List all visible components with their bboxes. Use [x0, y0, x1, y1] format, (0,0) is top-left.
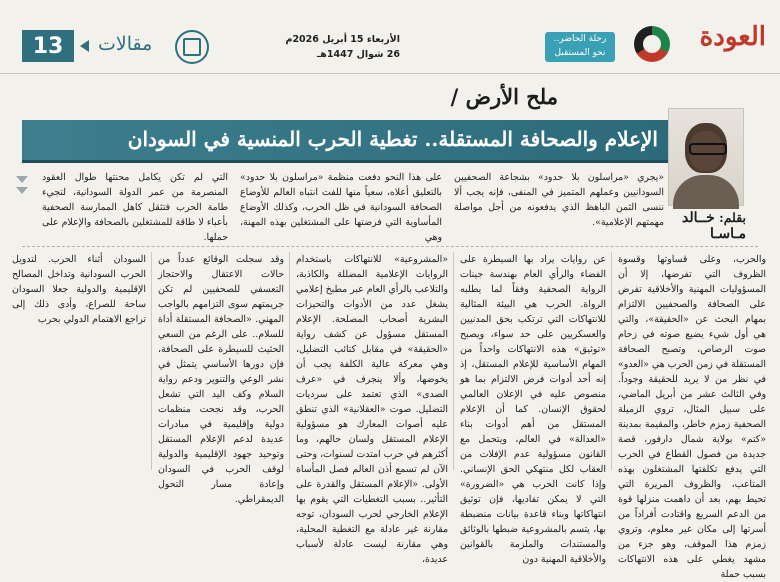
date-gregorian: الأربعاء 15 أبريل 2026م: [285, 34, 400, 45]
column-rule: [453, 252, 454, 470]
lead-text-2: على هذا النحو دفعت منظمة «مراسلون بلا حدود» بالتعليق أعلاه، سعياً منها للفت انتباه العالم للأوضاع الصحافة السودانية في ظل الحرب، وكذلك الأوضاع المأساوية التي فرضتها على المشتغلين بهذه المهنة، وهي: [240, 172, 442, 243]
issue-date: [250, 32, 400, 62]
emblem-icon: [634, 26, 670, 62]
body-column-1: [618, 252, 766, 580]
lead-paragraph-1: [454, 170, 664, 240]
article-kicker: ملح الأرض /: [450, 84, 558, 109]
byline-prefix: بقلم:: [719, 210, 746, 225]
page-header: [0, 0, 780, 74]
author-photo: [668, 108, 744, 206]
lead-text-3: التي لم تكن يكامل محنتها طوال العقود المنصرمة من عمر الدولة السودانية، لتجيء طامة الحرب فتثقل كاهل الممارسة الصحفية بأعباء لا طاقة للمشتغلين بالصحافة والإعلام على حملها.: [42, 172, 228, 243]
headline-underline: [22, 160, 672, 163]
body-column-4: [158, 252, 284, 505]
body-text-4: وقد سجلت الوقائع عدداً من حالات الاعتقال والاحتجاز التعسفي للصحفيين لم تكن جريمتهم سوى التزامهم بالواجب المهني. «الصحافة المستقلة أداة للسلام.. على الرغم من السعي الحثيث للسيطرة على الصحافة، فإن دورها الأساسي يتمثل في نشر الوعي والتنوير ودعم رواية السلام وكف اليد التي تشعل الحرب، وقد نجحت منظمات دولية وإقليمية في مبادرات عديدة لدعم الإعلام المستقل وتوحيد جهود الإقليمية والدولية لوقف الحرب في السودان وإعادة مسار التحول الديمقراطي.: [158, 254, 284, 505]
tagline-line-1: رحلة الحاضر..: [553, 34, 607, 44]
byline: [668, 210, 746, 242]
article-headline: الإعلام والصحافة المستقلة.. تغطية الحرب المنسية في السودان: [127, 127, 658, 151]
body-column-2: [460, 252, 606, 565]
quote-chevrons-icon: [16, 176, 30, 198]
date-hijri: 26 شوال 1447هـ: [317, 49, 400, 60]
body-text-1: والحرب، وعلى قساوتها وقسوة الظروف التي تفرضها، إلا أن المسؤوليات المهنية والأخلاقية تفرض على الصحافة والصحفيين الالتزام بمهام البحث عن «الحقيقة»، والتي هي أول شيء يضيع صوته في زحام صوت الرصاص، وتصبح الصحافة المستقلة في زمن الحرب هي «العدو» في نظر من لا يريد للحقيقة وجوداً. وفي الثالث عشر من أبريل الماضي، على سبيل المثال، تروي الزميلة الصحفية زمزم خاطر، والمقيمة بمدينة «كتم» بولاية شمال دارفور، قصة جديدة من فصول القطاع في الحرب التي يدفع تكلفتها المشتغلون بهذه المتاعب، والظروف المريرة التي تحيط بهم، بعد أن داهمت منزلها قوة من الدعم السريع واقتادت أفراداً من أسرتها إلى مكان غير معلوم، وتروي زمزم هذا الموقف، وهو جزء من مشهد يغطي على هذه الانتهاكات بسبب حملة: [618, 254, 766, 580]
author-last-name: مـاسـا: [710, 226, 746, 242]
newspaper-logo: العودة: [699, 22, 766, 52]
lead-paragraph-3: [42, 170, 228, 243]
section-divider: [22, 246, 758, 251]
section-label: مقالات: [98, 33, 153, 55]
body-column-5: [12, 252, 146, 470]
column-rule: [151, 252, 152, 470]
body-column-3: [295, 252, 448, 565]
body-text-3: «المشروعية» للانتهاكات باستخدام الروايات الإعلامية المضللة والكاذبة، والتلاعب بالرأي العام عبر مطبخ إعلامي يشغل عدد من الأدوات والتحيزات البشرية أصحاب المصلحة. الإعلام المستقل مسؤول عن كشف رواية «الحقيقة» في مقابل كتائب التضليل، وهي معركة عالية الكلفة يجب أن يخوضها، وألا ينجرف في «عرف الصدى» الذي تعتمد على سرديات التضليل. صوت «العقلانية» الذي تنطق عليه أصوات المعارك هو مسؤولية الإعلام المستقل ولسان حالهم، وما أكثرهم في حرب امتدت لسنوات، وحتى الآن لم تسمع أذن العالم فصل المأساة الأولى. «الإعلام المستقل والقدرة على التأثير.. بسبب التغطيات التي يقوم بها الإعلام الخارجي لحرب السودان، توجه مقارنة غير عادلة مع التغطية المحلية، وهي مقارنة ليست عادلة لأسباب عديدة،: [295, 254, 448, 565]
tagline-line-2: نحو المستقبل: [554, 48, 606, 58]
author-first-name: خــالد: [682, 210, 715, 226]
section-icon: [175, 30, 209, 64]
lead-paragraph-2: [240, 170, 442, 243]
lead-text-1: «يجري «مراسلون بلا حدود» بشجاعة الصحفيين السودانيين وعملهم المتميز في المنفى، فإنه يجب ألا ننسى الثمن الباهظ الذي يدفعونه من أجل مواصلة مهمتهم الإعلامية».: [454, 172, 664, 228]
tagline-badge: [545, 32, 615, 62]
column-rule: [289, 252, 290, 470]
headline-band: [22, 120, 672, 160]
page-number: 13: [22, 30, 74, 62]
column-rule: [611, 252, 612, 470]
header-divider: [0, 73, 780, 74]
body-text-2: عن روايات يراد بها السيطرة على الفضاء والرأي العام بهندسة جينات الرواية الصحفية وفقاً لما يطلبه الرواة. الحرب هي البيئة المثالية للانتهاكات التي ترتكب بحق المدنيين والعسكريين على حد سواء، ويصبح «توثيق» هذه الانتهاكات واحداً من المهام الأساسية للإعلام المستقل، إذ إنه أحد أدوات فرض الالتزام بما هو منصوص عليه في الإعلان العالمي لحقوق الإنسان. كما أن الإعلام المستقل من أهم أدوات بناء «العدالة» في العالم، ويتحمل مع القانون مسؤولية عدم الإفلات من العقاب لكل منتهكي الحق الإنساني. وإذا كانت الحرب هي «الضرورة» التي لا يمكن تفاديها، فإن توثيق انتهاكاتها وبناء قاعدة بيانات منضبطة بها، يتسم بالمشروعية ضبطها بالوثائق والمستندات والملزمة بالقوانين والأخلاقية المهنية دون: [460, 254, 606, 565]
arrow-left-icon: [80, 40, 89, 52]
body-text-5: السودان أثناء الحرب. لتدويل الحرب السودانية وتداخل المصالح الإقليمية والدولية جعلا السودان ساحة للصراع، وأدى ذلك إلى تراجع الاهتمام الدولي بحرب: [12, 254, 146, 325]
